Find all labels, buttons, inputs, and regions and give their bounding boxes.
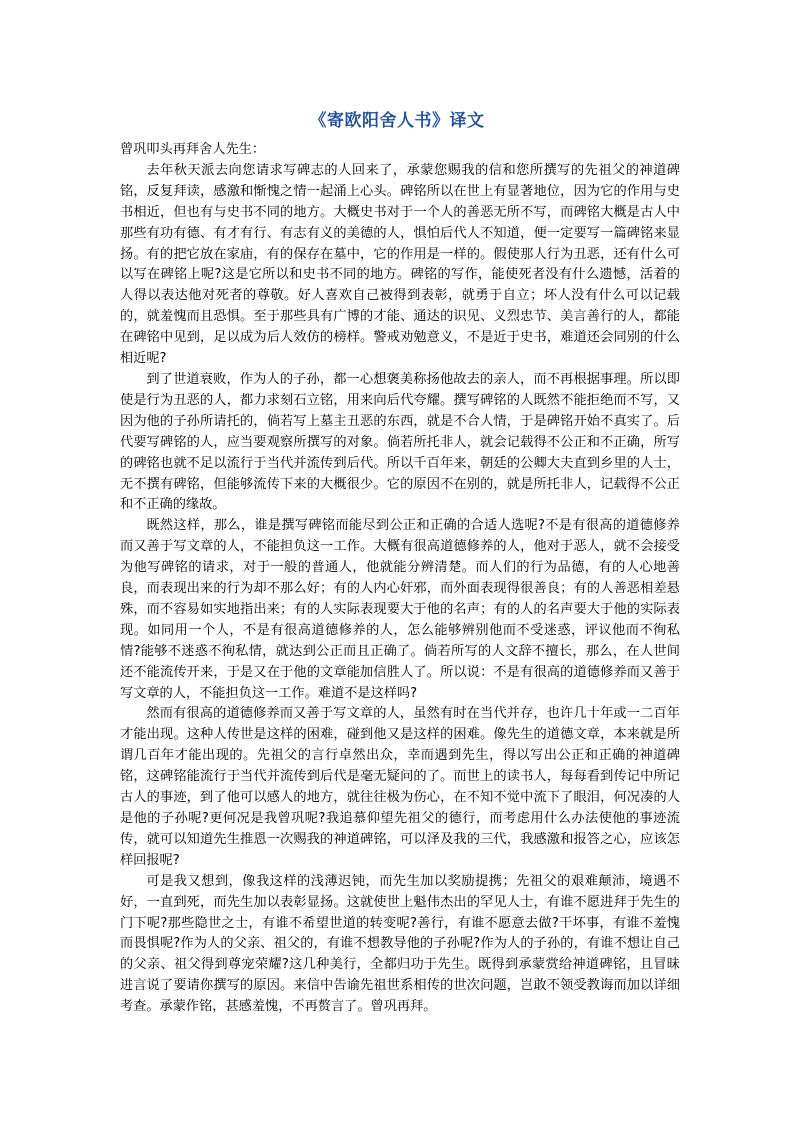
salutation: 曾巩叩头再拜舍人先生：	[120, 142, 266, 157]
paragraph-2: 到了世道衰败，作为人的子孙，都一心想褒美称扬他故去的亲人，而不再根据事理。所以即使是行为丑恶的人，都力求刻石立铭，用来向后代夸耀。撰写碑铭的人既然不能拒绝而不写，又因为他的子孙所请托的，倘若写上墓主丑恶的东西，就是不合人情，于是碑铭开始不真实了。后代要写碑铭的人，应当要观察所撰写的对象。倘若所托非人，就会记载得不公正和不正确，所写的碑铭也就不足以流行于当代并流传到后代。所以千百年来，朝廷的公卿大夫直到乡里的人士，无不撰有碑铭，但能够流传下来的大概很少。它的原因不在别的，就是所托非人，记载得不公正和不正确的缘故。	[120, 371, 680, 513]
paragraph-4: 然而有很高的道德修养而又善于写文章的人，虽然有时在当代并存，也许几十年或一二百年才能出现。这种人传世是这样的困难，碰到他又是这样的困难。像先生的道德文章，本来就是所谓几百年才能出现的。先祖父的言行卓然出众，幸而遇到先生，得以写出公正和正确的神道碑铭，这碑铭能流行于当代并流传到后代是毫无疑问的了。而世上的读书人，每每看到传记中所记古人的事迹，到了他可以感人的地方，就往往极为伤心，在不知不觉中流下了眼泪，何况凑的人是他的子孙呢?更何况是我曾巩呢?我追慕仰望先祖父的德行，而考虑用什么办法使他的事迹流传，就可以知道先生推恩一次赐我的神道碑铭，可以泽及我的三代，我感激和报答之心，应该怎样回报呢?	[120, 706, 680, 868]
paragraph-3: 既然这样，那么，谁是撰写碑铭而能尽到公正和正确的合适人选呢?不是有很高的道德修养而又善于写文章的人，不能担负这一工作。大概有很高道德修养的人，他对于恶人，就不会接受为他写碑铭的请求，对于一般的普通人，他就能分辨清楚。而人们的行为品德，有的人心地善良，而表现出来的行为却不那么好；有的人内心奸邪，而外面表现得很善良；有的人善恶相差悬殊，而不容易如实地指出来；有的人实际表现要大于他的名声；有的人的名声要大于他的实际表现。如同用一个人，不是有很高道德修养的人，怎么能够辨别他而不受迷惑，评议他而不徇私情?能够不迷惑不徇私情，就达到公正而且正确了。倘若所写的人文辞不擅长，那么，在人世间还不能流传开来，于是又在于他的文章能加信胜人了。所以说：不是有很高的道德修养而又善于写文章的人，不能担负这一工作。难道不是这样吗?	[120, 518, 680, 701]
paragraph-5: 可是我又想到，像我这样的浅薄迟钝，而先生加以奖励提携；先祖父的艰难颠沛，境遇不好，一直到死，而先生加以表彰显扬。这就使世上魁伟杰出的罕见人士，有谁不愿进拜于先生的门下呢?那些隐世之士，有谁不希望世道的转变呢?善行，有谁不愿意去做?干坏事，有谁不羞愧而畏惧呢?作为人的父亲、祖父的，有谁不想教导他的子孙呢?作为人的子孙的，有谁不想让自己的父亲、祖父得到尊宠荣耀?这几种美行，全都归功于先生。既得到承蒙赏给神道碑铭，且冒昧进言说了要请你撰写的原因。来信中告谕先祖世系相传的世次问题，岂敢不领受教诲而加以详细考查。承蒙作铭，甚感羞愧，不再赘言了。曾巩再拜。	[120, 873, 680, 1015]
paragraph-1: 去年秋天派去向您请求写碑志的人回来了，承蒙您赐我的信和您所撰写的先祖父的神道碑铭，反复拜读，感激和惭愧之情一起涌上心头。碑铭所以在世上有显著地位，因为它的作用与史书相近，但也有与史书不同的地方。大概史书对于一个人的善恶无所不写，而碑铭大概是古人中那些有功有德、有才有行、有志有义的美德的人，惧怕后代人不知道，便一定要写一篇碑铭来显扬。有的把它放在家庙，有的保存在墓中，它的作用是一样的。假使那人行为丑恶，还有什么可以写在碑铭上呢?这是它所以和史书不同的地方。碑铭的写作，能使死者没有什么遗憾，活着的人得以表达他对死者的尊敬。好人喜欢自己被得到表彰，就勇于自立；坏人没有什么可以记载的，就羞愧而且恐惧。至于那些具有广博的才能、通达的识见、义烈忠节、美言善行的人，都能在碑铭中见到，足以成为后人效仿的榜样。警戒劝勉意义，不是近于史书，难道还会同别的什么相近呢?	[120, 162, 680, 367]
document-body	[120, 140, 680, 1018]
document-title: 《寄欧阳舍人书》译文	[309, 111, 485, 131]
